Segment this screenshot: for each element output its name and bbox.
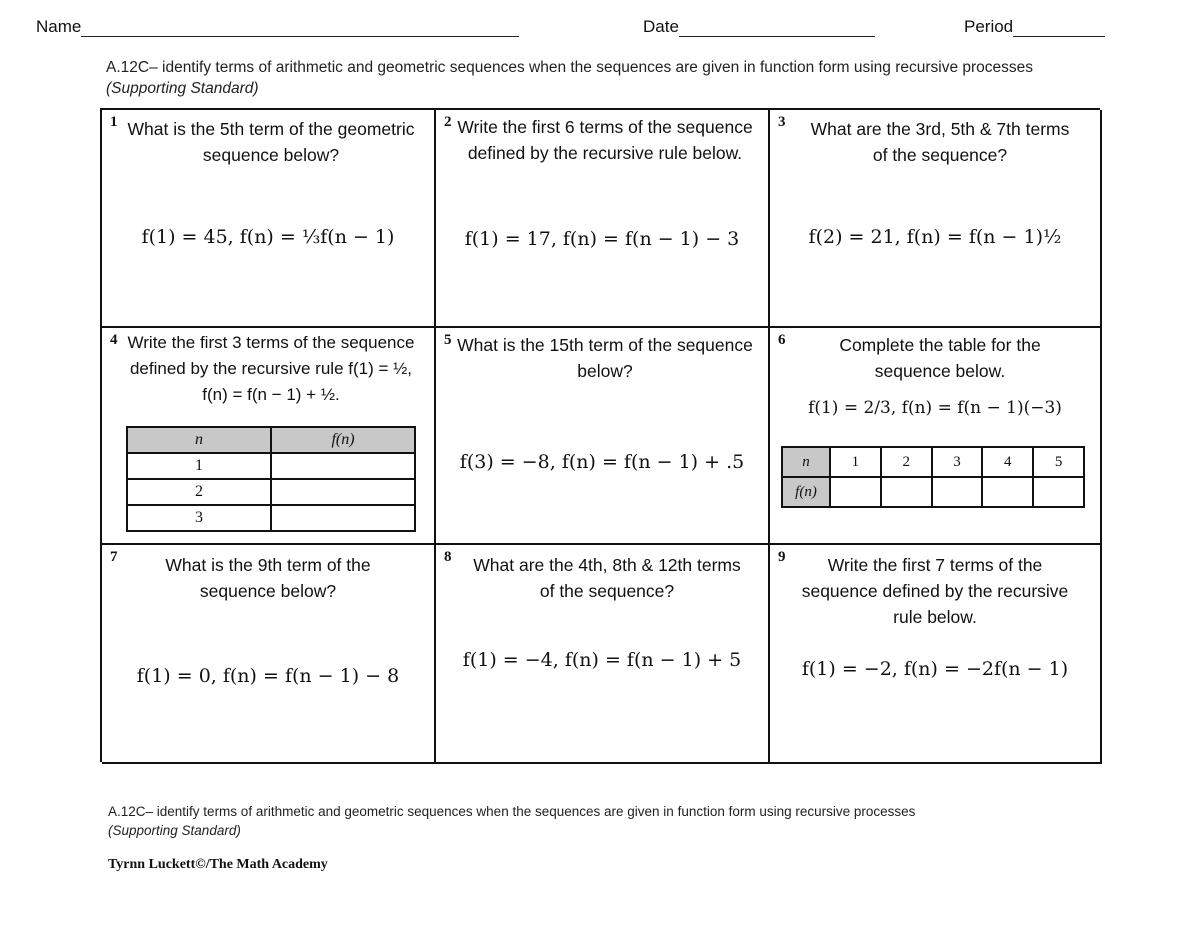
answer-cell[interactable] xyxy=(1033,477,1084,507)
standard-description-bottom xyxy=(108,802,1088,840)
problem-number: 3 xyxy=(778,114,786,130)
problem-2 xyxy=(436,110,770,328)
table-header-fn: f(n) xyxy=(271,427,415,453)
problem-number: 6 xyxy=(778,332,786,348)
answer-cell[interactable] xyxy=(271,453,415,479)
period-line[interactable] xyxy=(1013,18,1105,37)
problem-number: 2 xyxy=(444,114,452,130)
problem-6-table xyxy=(781,446,1085,508)
answer-cell[interactable] xyxy=(932,477,983,507)
answer-cell[interactable] xyxy=(982,477,1033,507)
period-field[interactable] xyxy=(964,17,1105,37)
problem-number: 4 xyxy=(110,332,118,348)
problem-number: 7 xyxy=(110,549,118,565)
problem-question: What is the 15th term of the sequence below? xyxy=(457,335,753,381)
problem-4-table xyxy=(126,426,416,532)
problem-equation: f(1) = 0, f(n) = f(n − 1) − 8 xyxy=(136,665,400,687)
problem-question: What are the 4th, 8th & 12th terms of the sequence? xyxy=(473,555,741,601)
name-line[interactable] xyxy=(81,18,519,37)
table-header-n: n xyxy=(127,427,271,453)
problem-question: Write the first 7 terms of the sequence defined by the recursive rule below. xyxy=(801,555,1069,627)
problem-equation: f(1) = 2/3, f(n) = f(n − 1)(−3) xyxy=(808,398,1062,418)
table-cell-n: 2 xyxy=(127,479,271,505)
table-col: 3 xyxy=(932,447,983,477)
problem-equation: f(1) = −2, f(n) = −2f(n − 1) xyxy=(801,658,1069,680)
table-col: 2 xyxy=(881,447,932,477)
date-label: Date xyxy=(643,17,679,36)
table-label-fn: f(n) xyxy=(782,477,830,507)
standard-note: (Supporting Standard) xyxy=(106,80,259,97)
problem-6 xyxy=(770,328,1102,545)
standard-text: A.12C– identify terms of arithmetic and geometric sequences when the sequences are given in function form using recursive processes xyxy=(108,804,916,819)
table-col: 5 xyxy=(1033,447,1084,477)
problem-grid xyxy=(100,108,1100,762)
name-label: Name xyxy=(36,17,82,36)
standard-text: A.12C– identify terms of arithmetic and geometric sequences when the sequences are given in function form using recursive processes xyxy=(106,59,1034,76)
problem-question: What is the 9th term of the sequence below? xyxy=(165,555,371,601)
credit-line: Tyrnn Luckett©/The Math Academy xyxy=(108,857,328,872)
period-label: Period xyxy=(964,17,1014,36)
problem-question: Write the first 6 terms of the sequence defined by the recursive rule below. xyxy=(457,117,753,163)
problem-number: 5 xyxy=(444,332,452,348)
problem-number: 8 xyxy=(444,549,452,565)
date-field[interactable] xyxy=(643,17,875,37)
problem-1 xyxy=(102,110,436,328)
problem-9 xyxy=(770,545,1102,764)
problem-5 xyxy=(436,328,770,545)
table-label-n: n xyxy=(782,447,830,477)
problem-equation: f(3) = −8, f(n) = f(n − 1) + .5 xyxy=(459,451,745,473)
problem-equation: f(1) = 45, f(n) = ⅓f(n − 1) xyxy=(141,226,395,248)
date-line[interactable] xyxy=(679,18,875,37)
problem-7 xyxy=(102,545,436,764)
table-col: 1 xyxy=(830,447,881,477)
problem-question: What are the 3rd, 5th & 7th terms of the sequence? xyxy=(810,119,1070,165)
problem-question: What is the 5th term of the geometric sequence below? xyxy=(127,119,415,165)
problem-question: Complete the table for the sequence below. xyxy=(839,335,1041,381)
problem-number: 9 xyxy=(778,549,786,565)
problem-8 xyxy=(436,545,770,764)
name-field[interactable] xyxy=(36,17,519,37)
table-cell-n: 3 xyxy=(127,505,271,531)
problem-equation: f(1) = −4, f(n) = f(n − 1) + 5 xyxy=(462,649,742,671)
answer-cell[interactable] xyxy=(830,477,881,507)
problem-question: Write the first 3 terms of the sequence defined by the recursive rule f(1) = ½, f(n) = f(n − 1) + ½. xyxy=(127,333,415,404)
problem-number: 1 xyxy=(110,114,118,130)
answer-cell[interactable] xyxy=(881,477,932,507)
answer-cell[interactable] xyxy=(271,479,415,505)
problem-4 xyxy=(102,328,436,545)
standard-note: (Supporting Standard) xyxy=(108,823,241,838)
standard-description-top xyxy=(106,57,1066,99)
answer-cell[interactable] xyxy=(271,505,415,531)
problem-equation: f(2) = 21, f(n) = f(n − 1)½ xyxy=(808,226,1062,248)
table-col: 4 xyxy=(982,447,1033,477)
problem-3 xyxy=(770,110,1102,328)
problem-equation: f(1) = 17, f(n) = f(n − 1) − 3 xyxy=(464,228,740,250)
table-cell-n: 1 xyxy=(127,453,271,479)
worksheet-header xyxy=(0,17,1200,39)
